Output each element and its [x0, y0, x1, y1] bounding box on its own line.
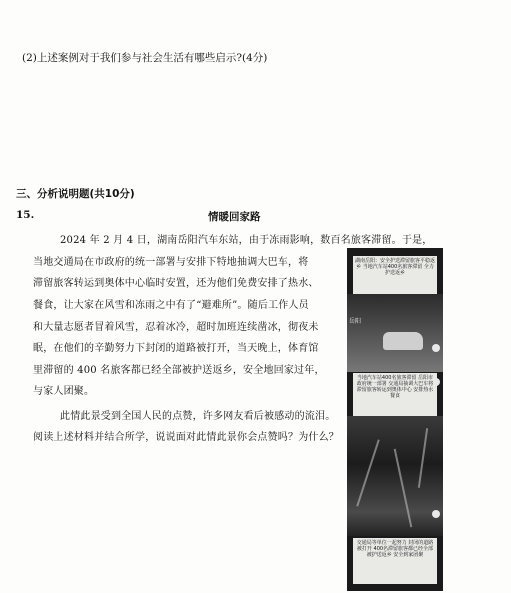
question-2: (2)上述案例对于我们参与社会生活有哪些启示?(4分) — [22, 52, 268, 64]
share-icon — [432, 510, 440, 518]
material-line: 和大量志愿者冒着风雪，忍着冰冷，超时加班连续凿冰，彻夜未 — [33, 322, 319, 333]
car-shape — [383, 332, 423, 350]
question-prompt: 阅读上述材料并结合所学，说说面对此情此景你会点赞吗？为什么？ — [33, 432, 339, 443]
like-icon — [432, 344, 440, 352]
material-line: 2024 年 2 月 4 日，湖南岳阳汽车东站，由于冻雨影响，数百名旅客滞留。于是， — [60, 235, 433, 246]
material-line: 滞留旅客转运到奥体中心临时安置，还为他们免费安排了热水、 — [33, 278, 319, 289]
question-number: 15. — [16, 209, 35, 221]
question-prompt: 此情此景受到全国人民的点赞，许多网友看后被感动的流泪。 — [60, 411, 336, 422]
material-line: 眠，在他们的辛勤努力下封闭的道路被打开，当天晚上，体育馆 — [33, 343, 319, 354]
photo-caption-top: 湖南岳阳：安全护送滞留旅客平稳返乡 当地汽车站400名旅客滞留 全力护送返乡 — [353, 256, 437, 296]
photo-caption-bottom: 交通局等单位一起努力 封闭的道路被打开 400名滞留旅客都已经全部被护送返乡 安全到家团聚 — [353, 538, 437, 584]
material-line: 里滞留的 400 名旅客都已经全部被护送返乡，安全地回家过年， — [33, 365, 325, 376]
photo-caption-middle: 当地汽车站400名旅客滞留 岳阳市政府统一部署 交通局抽调大巴车将滞留旅客转运到奥体中心 安排热水餐食 — [353, 373, 437, 417]
material-line: 与家人团聚。 — [33, 386, 95, 397]
material-line: 餐食，让大家在风雪和冻雨之中有了“避难所”。随后工作人员 — [33, 300, 309, 311]
photo-watermark: 岳阳 — [349, 318, 362, 325]
section-heading: 三、分析说明题(共10分) — [16, 188, 135, 200]
material-line: 当地交通局在市政府的统一部署与安排下特地抽调大巴车，将 — [33, 257, 309, 268]
question-title: 情暖回家路 — [208, 211, 261, 223]
photo-scene-road — [347, 416, 443, 536]
news-photo — [347, 248, 443, 591]
